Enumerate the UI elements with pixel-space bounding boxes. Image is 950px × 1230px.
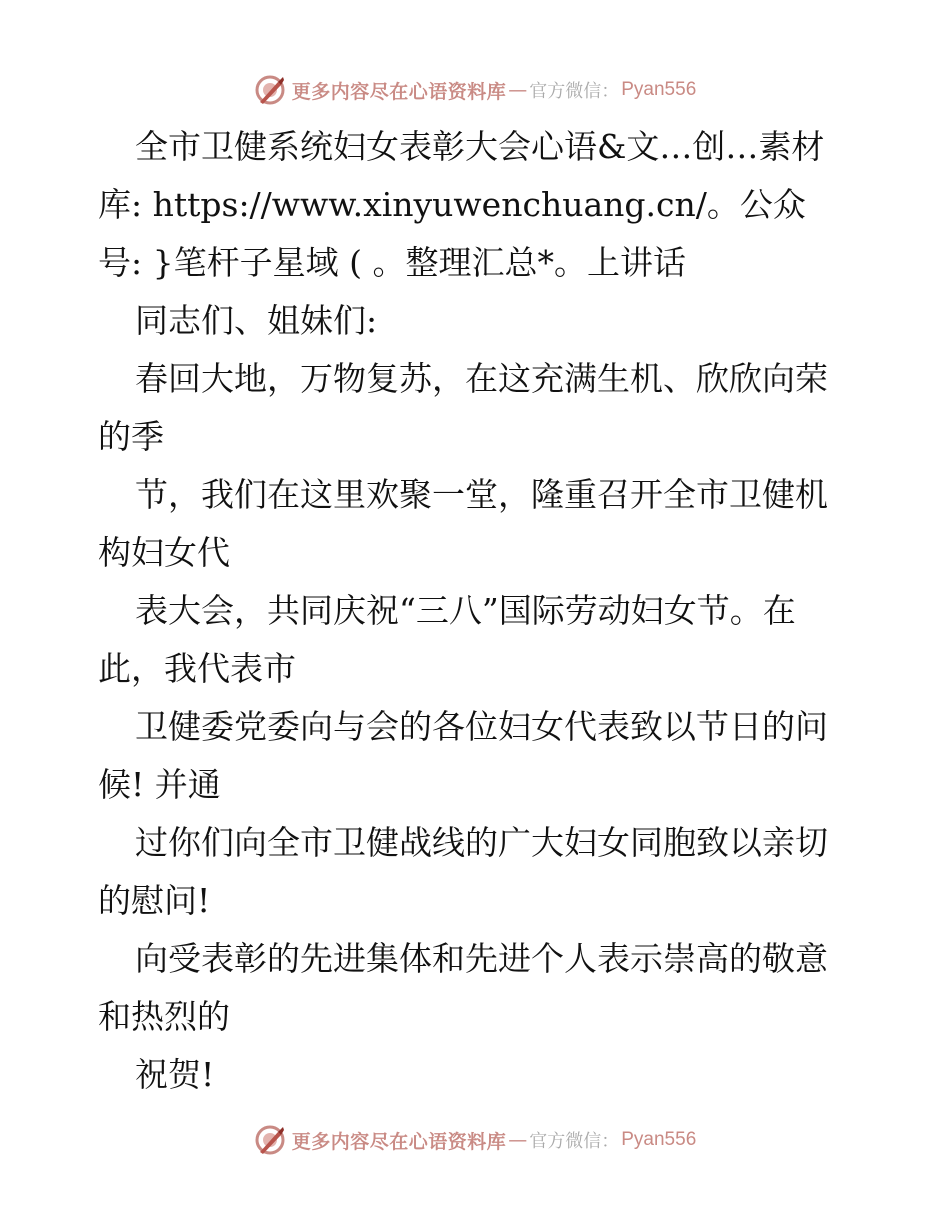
header-banner — [0, 70, 950, 110]
text-line: 候! 并通 — [98, 765, 221, 804]
footer-banner — [0, 1120, 950, 1160]
text-line: 库: https://www.xinyuwenchuang.cn/。公众 — [98, 185, 806, 224]
text-line: 的季 — [98, 417, 164, 456]
quill-logo-icon — [254, 1124, 286, 1156]
text-line: 的慰问! — [98, 881, 211, 920]
text-line: 春回大地，万物复苏，在这充满生机、欣欣向荣 — [135, 359, 828, 398]
text-line: 祝贺! — [135, 1055, 215, 1094]
banner-wechat-id: Pyan556 — [621, 79, 697, 100]
document-body — [98, 118, 858, 1104]
text-line: 卫健委党委向与会的各位妇女代表致以节日的问 — [135, 707, 828, 746]
banner-wechat-id: Pyan556 — [621, 1129, 697, 1150]
quill-logo-icon — [254, 74, 286, 106]
text-line: 表大会，共同庆祝“三八”国际劳动妇女节。在 — [135, 591, 796, 630]
banner-separator: — — [508, 1129, 528, 1151]
banner-separator: — — [508, 79, 528, 101]
banner-slogan: 更多内容尽在心语资料库 — [291, 80, 507, 103]
text-line: 构妇女代 — [98, 533, 230, 572]
text-line: 向受表彰的先进集体和先进个人表示崇高的敬意 — [135, 939, 828, 978]
banner-wechat-label: 官方微信： — [529, 1131, 620, 1152]
text-line: 过你们向全市卫健战线的广大妇女同胞致以亲切 — [135, 823, 828, 862]
text-line: 此，我代表市 — [98, 649, 296, 688]
banner-slogan: 更多内容尽在心语资料库 — [291, 1130, 507, 1153]
text-line: 同志们、姐妹们: — [135, 301, 378, 340]
text-line: 全市卫健系统妇女表彰大会心语&文…创…素材 — [135, 127, 825, 166]
text-line: 节，我们在这里欢聚一堂，隆重召开全市卫健机 — [135, 475, 828, 514]
banner-wechat-label: 官方微信： — [529, 81, 620, 102]
text-line: 号: }笔杆子星域 ( 。整理汇总*。上讲话 — [98, 243, 686, 282]
text-line: 和热烈的 — [98, 997, 230, 1036]
